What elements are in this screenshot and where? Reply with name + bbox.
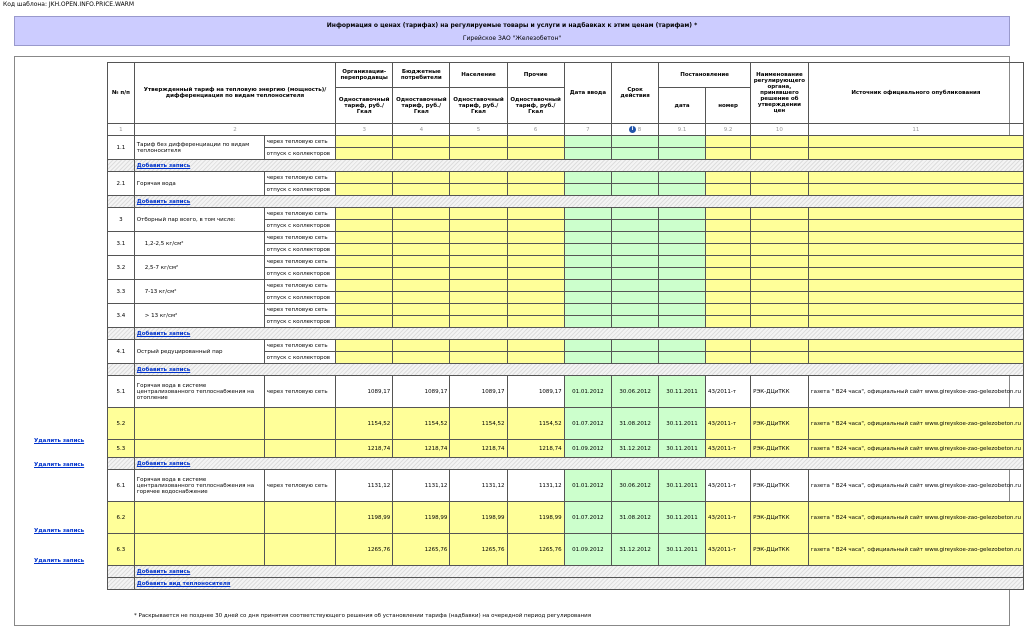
- input-cell[interactable]: [612, 292, 659, 304]
- input-cell[interactable]: [706, 232, 751, 244]
- tariff-budget[interactable]: 1154,52: [393, 408, 450, 440]
- tariff-resellers[interactable]: 1265,76: [336, 534, 393, 566]
- input-cell[interactable]: [808, 304, 1023, 316]
- input-cell[interactable]: [507, 136, 564, 148]
- publication-source[interactable]: газета " В24 часа", официальный сайт www.gireyskoe-zao-gelezobeton.ru: [808, 470, 1023, 502]
- collectors-label: отпуск с коллекторов: [264, 220, 335, 232]
- hdr-decree-num: номер: [706, 88, 751, 124]
- collectors-label: отпуск с коллекторов: [264, 316, 335, 328]
- input-cell[interactable]: [507, 316, 564, 328]
- input-cell[interactable]: [808, 172, 1023, 184]
- add-record-link[interactable]: Добавить запись: [136, 568, 191, 575]
- colnum-9-1: 9.1: [659, 124, 706, 136]
- input-cell[interactable]: [659, 172, 706, 184]
- delete-record-link[interactable]: Удалить запись: [34, 438, 85, 444]
- input-cell[interactable]: [659, 148, 706, 160]
- input-cell[interactable]: [507, 340, 564, 352]
- row-name: 1,2-2,5 кг/см²: [134, 232, 264, 256]
- colnum-1: 1: [108, 124, 135, 136]
- row-num: 5.2: [108, 408, 135, 440]
- hdr-tariff: Утвержденный тариф на тепловую энергию (мощность)/ дифференциация по видам теплоносителя: [134, 63, 335, 124]
- input-cell[interactable]: [450, 232, 507, 244]
- row-name: 2,5-7 кг/см²: [134, 256, 264, 280]
- input-cell[interactable]: [659, 244, 706, 256]
- hdr-num: № п/п: [108, 63, 135, 124]
- row-name: Горячая вода: [134, 172, 264, 196]
- input-cell[interactable]: [393, 280, 450, 292]
- input-cell[interactable]: [450, 184, 507, 196]
- tariff-other[interactable]: 1218,74: [507, 440, 564, 458]
- input-cell[interactable]: [450, 352, 507, 364]
- row-num: 6.3: [108, 534, 135, 566]
- colnum-6: 6: [507, 124, 564, 136]
- input-cell[interactable]: [706, 280, 751, 292]
- input-cell[interactable]: [450, 340, 507, 352]
- input-cell[interactable]: [450, 292, 507, 304]
- input-cell[interactable]: [706, 268, 751, 280]
- date-in[interactable]: 01.09.2012: [564, 534, 611, 566]
- input-cell[interactable]: [808, 292, 1023, 304]
- input-cell[interactable]: [808, 268, 1023, 280]
- decree-num[interactable]: 43/2011-т: [706, 408, 751, 440]
- via-network-label: через тепловую сеть: [264, 280, 335, 292]
- hdr-decree: Постановление: [659, 63, 751, 88]
- row-num: 3: [108, 208, 135, 232]
- input-cell[interactable]: [659, 304, 706, 316]
- colnum-11: 11: [808, 124, 1023, 136]
- colnum-3: 3: [336, 124, 393, 136]
- input-cell[interactable]: [393, 352, 450, 364]
- input-cell[interactable]: [706, 316, 751, 328]
- tariff-resellers[interactable]: 1218,74: [336, 440, 393, 458]
- input-cell[interactable]: [393, 316, 450, 328]
- regulator[interactable]: РЭК-ДЦиТКК: [751, 440, 809, 458]
- add-record-link[interactable]: Добавить запись: [136, 162, 191, 169]
- colnum-10: 10: [751, 124, 809, 136]
- decree-date[interactable]: 30.11.2011: [659, 534, 706, 566]
- tariff-other[interactable]: 1154,52: [507, 408, 564, 440]
- input-cell[interactable]: [450, 316, 507, 328]
- row-num: 6.2: [108, 502, 135, 534]
- add-record-link[interactable]: Добавить запись: [136, 366, 191, 373]
- input-cell[interactable]: [706, 244, 751, 256]
- input-cell[interactable]: [393, 304, 450, 316]
- date-in[interactable]: 01.07.2012: [564, 502, 611, 534]
- input-cell[interactable]: [808, 136, 1023, 148]
- publication-source[interactable]: газета " В24 часа", официальный сайт www.gireyskoe-zao-gelezobeton.ru: [808, 376, 1023, 408]
- input-cell[interactable]: [706, 172, 751, 184]
- input-cell[interactable]: [706, 352, 751, 364]
- regulator[interactable]: РЭК-ДЦиТКК: [751, 408, 809, 440]
- tariff-population[interactable]: 1265,76: [450, 534, 507, 566]
- delete-record-link[interactable]: Удалить запись: [34, 528, 85, 534]
- via-network-label: через тепловую сеть: [264, 232, 335, 244]
- input-cell[interactable]: [564, 316, 611, 328]
- input-cell[interactable]: [612, 304, 659, 316]
- input-cell[interactable]: [612, 184, 659, 196]
- input-cell[interactable]: [393, 292, 450, 304]
- input-cell[interactable]: [808, 352, 1023, 364]
- input-cell[interactable]: [751, 244, 809, 256]
- footnote: * Раскрывается не позднее 30 дней со дня принятия соответствующего решения об установлении тарифа (надбавки) на очередной период регулирования: [134, 613, 592, 619]
- decree-date[interactable]: 30.11.2011: [659, 502, 706, 534]
- input-cell[interactable]: [336, 256, 393, 268]
- input-cell[interactable]: [507, 292, 564, 304]
- via-network-label: через тепловую сеть: [264, 172, 335, 184]
- input-cell[interactable]: [393, 340, 450, 352]
- input-cell[interactable]: [751, 232, 809, 244]
- input-cell[interactable]: [564, 244, 611, 256]
- input-cell[interactable]: [507, 304, 564, 316]
- input-cell[interactable]: [564, 304, 611, 316]
- tariff-resellers[interactable]: 1131,12: [336, 470, 393, 502]
- input-cell[interactable]: [564, 292, 611, 304]
- input-cell[interactable]: [659, 136, 706, 148]
- info-banner: [14, 16, 1010, 46]
- decree-num[interactable]: 43/2011-т: [706, 534, 751, 566]
- collectors-label: отпуск с коллекторов: [264, 292, 335, 304]
- input-cell[interactable]: [450, 172, 507, 184]
- date-in[interactable]: 01.01.2012: [564, 470, 611, 502]
- row-name: Тариф без дифференциации по видам теплоносителя: [134, 136, 264, 160]
- colnum-9-2: 9.2: [706, 124, 751, 136]
- input-cell[interactable]: [706, 340, 751, 352]
- tariff-other[interactable]: 1265,76: [507, 534, 564, 566]
- row-name: Горячая вода в системе централизованного теплоснабжения на горячее водоснабжение: [134, 470, 264, 502]
- input-cell[interactable]: [706, 184, 751, 196]
- input-cell[interactable]: [336, 352, 393, 364]
- input-cell[interactable]: [564, 256, 611, 268]
- date-in[interactable]: 01.01.2012: [564, 376, 611, 408]
- input-cell[interactable]: [751, 316, 809, 328]
- input-cell[interactable]: [751, 184, 809, 196]
- collectors-label: отпуск с коллекторов: [264, 268, 335, 280]
- input-cell[interactable]: [507, 148, 564, 160]
- hdr-decree-date: дата: [659, 88, 706, 124]
- tariff-population[interactable]: 1198,99: [450, 502, 507, 534]
- input-cell[interactable]: [393, 148, 450, 160]
- input-cell[interactable]: [751, 172, 809, 184]
- hdr-other: Прочие: [507, 63, 564, 88]
- input-cell[interactable]: [808, 316, 1023, 328]
- row-name: 7-13 кг/см²: [134, 280, 264, 304]
- input-cell[interactable]: [450, 136, 507, 148]
- tariff-other[interactable]: 1198,99: [507, 502, 564, 534]
- input-cell[interactable]: [751, 292, 809, 304]
- publication-source[interactable]: газета " В24 часа", официальный сайт www.gireyskoe-zao-gelezobeton.ru: [808, 440, 1023, 458]
- tariff-budget[interactable]: 1131,12: [393, 470, 450, 502]
- input-cell[interactable]: [564, 148, 611, 160]
- hdr-budget: Бюджетные потребители: [393, 63, 450, 88]
- date-in[interactable]: 01.09.2012: [564, 440, 611, 458]
- input-cell[interactable]: [336, 148, 393, 160]
- input-cell[interactable]: [659, 352, 706, 364]
- colnum-2: 2: [134, 124, 335, 136]
- input-cell[interactable]: [336, 268, 393, 280]
- via-network-label: через тепловую сеть: [264, 340, 335, 352]
- input-cell[interactable]: [808, 340, 1023, 352]
- tariff-resellers[interactable]: 1154,52: [336, 408, 393, 440]
- validity[interactable]: 31.12.2012: [612, 440, 659, 458]
- input-cell[interactable]: [659, 340, 706, 352]
- collectors-label: отпуск с коллекторов: [264, 148, 335, 160]
- tariff-resellers[interactable]: 1089,17: [336, 376, 393, 408]
- tariff-population[interactable]: 1089,17: [450, 376, 507, 408]
- input-cell[interactable]: [336, 172, 393, 184]
- publication-source[interactable]: газета " В24 часа", официальный сайт www.gireyskoe-zao-gelezobeton.ru: [808, 534, 1023, 566]
- input-cell[interactable]: [507, 268, 564, 280]
- input-cell[interactable]: [393, 172, 450, 184]
- input-cell[interactable]: [612, 340, 659, 352]
- tariff-other[interactable]: 1089,17: [507, 376, 564, 408]
- input-cell[interactable]: [507, 232, 564, 244]
- publication-source[interactable]: газета " В24 часа", официальный сайт www.gireyskoe-zao-gelezobeton.ru: [808, 408, 1023, 440]
- input-cell[interactable]: [751, 136, 809, 148]
- input-cell[interactable]: [706, 292, 751, 304]
- input-cell[interactable]: [706, 304, 751, 316]
- input-cell[interactable]: [659, 232, 706, 244]
- input-cell[interactable]: [808, 184, 1023, 196]
- input-cell[interactable]: [751, 280, 809, 292]
- row-name: > 13 кг/см²: [134, 304, 264, 328]
- input-cell[interactable]: [336, 292, 393, 304]
- input-cell[interactable]: [706, 148, 751, 160]
- decree-date[interactable]: 30.11.2011: [659, 376, 706, 408]
- input-cell[interactable]: [659, 316, 706, 328]
- via-network-label: через тепловую сеть: [264, 376, 335, 408]
- hdr-population: Население: [450, 63, 507, 88]
- input-cell[interactable]: [393, 268, 450, 280]
- via-network-label: через тепловую сеть: [264, 304, 335, 316]
- hdr-regulator: Наименование регулирующего органа, принявшего решение об утверждении цен: [751, 63, 809, 124]
- decree-num[interactable]: 43/2011-т: [706, 502, 751, 534]
- input-cell[interactable]: [612, 172, 659, 184]
- row-num: 5.1: [108, 376, 135, 408]
- input-cell[interactable]: [659, 256, 706, 268]
- input-cell[interactable]: [507, 352, 564, 364]
- input-cell[interactable]: [612, 244, 659, 256]
- input-cell[interactable]: [450, 304, 507, 316]
- add-carrier-link[interactable]: Добавить вид теплоносителя: [136, 580, 231, 587]
- row-num: 3.2: [108, 256, 135, 280]
- collectors-label: отпуск с коллекторов: [264, 184, 335, 196]
- input-cell[interactable]: [612, 352, 659, 364]
- banner-title: Информация о ценах (тарифах) на регулируемые товары и услуги и надбавках к этим ценам (тарифам) *: [326, 22, 698, 29]
- row-num: 4.1: [108, 340, 135, 364]
- tariff-resellers[interactable]: 1198,99: [336, 502, 393, 534]
- collectors-label: отпуск с коллекторов: [264, 352, 335, 364]
- validity[interactable]: 31.12.2012: [612, 534, 659, 566]
- input-cell[interactable]: [564, 136, 611, 148]
- tariff-budget[interactable]: 1089,17: [393, 376, 450, 408]
- hdr-source: Источник официального опубликования: [808, 63, 1023, 124]
- decree-num[interactable]: 43/2011-т: [706, 376, 751, 408]
- input-cell[interactable]: [751, 148, 809, 160]
- input-cell[interactable]: [336, 232, 393, 244]
- validity[interactable]: 31.08.2012: [612, 408, 659, 440]
- regulator[interactable]: РЭК-ДЦиТКК: [751, 470, 809, 502]
- decree-date[interactable]: 30.11.2011: [659, 408, 706, 440]
- input-cell[interactable]: [393, 244, 450, 256]
- row-num: 6.1: [108, 470, 135, 502]
- validity[interactable]: 31.08.2012: [612, 502, 659, 534]
- tariff-population[interactable]: 1131,12: [450, 470, 507, 502]
- via-network-label: через тепловую сеть: [264, 208, 335, 220]
- input-cell[interactable]: [751, 268, 809, 280]
- input-cell[interactable]: [751, 304, 809, 316]
- hdr-validity: Срок действия: [612, 63, 659, 124]
- input-cell[interactable]: [564, 340, 611, 352]
- date-in[interactable]: 01.07.2012: [564, 408, 611, 440]
- decree-num[interactable]: 43/2011-т: [706, 440, 751, 458]
- add-record-link[interactable]: Добавить запись: [136, 460, 191, 467]
- banner-org: Гирейское ЗАО "Железобетон": [462, 35, 562, 42]
- input-cell[interactable]: [336, 280, 393, 292]
- row-num: 2.1: [108, 172, 135, 196]
- regulator[interactable]: РЭК-ДЦиТКК: [751, 502, 809, 534]
- delete-record-link[interactable]: Удалить запись: [34, 558, 85, 564]
- decree-num[interactable]: 43/2011-т: [706, 470, 751, 502]
- input-cell[interactable]: [450, 148, 507, 160]
- delete-record-link[interactable]: Удалить запись: [34, 462, 85, 468]
- tariff-other[interactable]: 1131,12: [507, 470, 564, 502]
- regulator[interactable]: РЭК-ДЦиТКК: [751, 534, 809, 566]
- row-name: Горячая вода в системе централизованного теплоснабжения на отопление: [134, 376, 264, 408]
- row-num: 1.1: [108, 136, 135, 160]
- input-cell[interactable]: [507, 256, 564, 268]
- tariff-budget[interactable]: 1198,99: [393, 502, 450, 534]
- input-cell[interactable]: [507, 184, 564, 196]
- row-name: Острый редуцированный пар: [134, 340, 264, 364]
- decree-date[interactable]: 30.11.2011: [659, 440, 706, 458]
- input-cell[interactable]: [612, 256, 659, 268]
- colnum-7: 7: [564, 124, 611, 136]
- hdr-single-rate-4: Одноставочный тариф, руб./Гкал: [507, 88, 564, 124]
- add-record-link[interactable]: Добавить запись: [136, 330, 191, 337]
- input-cell[interactable]: [450, 268, 507, 280]
- row-num: 3.3: [108, 280, 135, 304]
- row-name: Отборный пар всего, в том числе:: [134, 208, 264, 232]
- validity[interactable]: 30.06.2012: [612, 470, 659, 502]
- via-network-label: через тепловую сеть: [264, 136, 335, 148]
- input-cell[interactable]: [612, 268, 659, 280]
- input-cell[interactable]: [808, 148, 1023, 160]
- input-cell[interactable]: [659, 184, 706, 196]
- input-cell[interactable]: [612, 148, 659, 160]
- input-cell[interactable]: [808, 244, 1023, 256]
- input-cell[interactable]: [659, 280, 706, 292]
- colnum-5: 5: [450, 124, 507, 136]
- tariff-population[interactable]: 1218,74: [450, 440, 507, 458]
- row-num: 5.3: [108, 440, 135, 458]
- input-cell[interactable]: [393, 136, 450, 148]
- input-cell[interactable]: [564, 184, 611, 196]
- decree-date[interactable]: 30.11.2011: [659, 470, 706, 502]
- input-cell[interactable]: [336, 136, 393, 148]
- input-cell[interactable]: [751, 256, 809, 268]
- collectors-label: отпуск с коллекторов: [264, 244, 335, 256]
- input-cell[interactable]: [564, 280, 611, 292]
- input-cell[interactable]: [612, 280, 659, 292]
- add-record-link[interactable]: Добавить запись: [136, 198, 191, 205]
- input-cell[interactable]: [507, 244, 564, 256]
- input-cell[interactable]: [564, 172, 611, 184]
- input-cell[interactable]: [450, 280, 507, 292]
- input-cell[interactable]: [336, 184, 393, 196]
- template-code: Код шаблона: JKH.OPEN.INFO.PRICE.WARM: [3, 1, 135, 8]
- tariff-budget[interactable]: 1218,74: [393, 440, 450, 458]
- input-cell[interactable]: [564, 352, 611, 364]
- hdr-single-rate-1: Одноставочный тариф, руб./Гкал: [336, 88, 393, 124]
- hdr-single-rate-3: Одноставочный тариф, руб./Гкал: [450, 88, 507, 124]
- input-cell[interactable]: [659, 292, 706, 304]
- tariff-table: [107, 62, 1024, 590]
- hdr-resellers: Организации-перепродавцы: [336, 63, 393, 88]
- hdr-single-rate-2: Одноставочный тариф, руб./Гкал: [393, 88, 450, 124]
- input-cell[interactable]: [336, 304, 393, 316]
- input-cell[interactable]: [706, 256, 751, 268]
- row-num: 3.1: [108, 232, 135, 256]
- input-cell[interactable]: [450, 256, 507, 268]
- row-num: 3.4: [108, 304, 135, 328]
- info-icon[interactable]: i: [629, 126, 636, 133]
- input-cell[interactable]: [336, 340, 393, 352]
- publication-source[interactable]: газета " В24 часа", официальный сайт www.gireyskoe-zao-gelezobeton.ru: [808, 502, 1023, 534]
- input-cell[interactable]: [706, 136, 751, 148]
- input-cell[interactable]: [393, 184, 450, 196]
- via-network-label: через тепловую сеть: [264, 256, 335, 268]
- input-cell[interactable]: [564, 268, 611, 280]
- colnum-4: 4: [393, 124, 450, 136]
- input-cell[interactable]: [336, 316, 393, 328]
- input-cell[interactable]: [612, 136, 659, 148]
- input-cell[interactable]: [564, 232, 611, 244]
- input-cell[interactable]: [393, 232, 450, 244]
- input-cell[interactable]: [507, 280, 564, 292]
- colnum-8: 8: [637, 127, 642, 133]
- input-cell[interactable]: [612, 316, 659, 328]
- input-cell[interactable]: [450, 244, 507, 256]
- input-cell[interactable]: [612, 232, 659, 244]
- tariff-population[interactable]: 1154,52: [450, 408, 507, 440]
- input-cell[interactable]: [659, 268, 706, 280]
- tariff-budget[interactable]: 1265,76: [393, 534, 450, 566]
- input-cell[interactable]: [808, 280, 1023, 292]
- input-cell[interactable]: [751, 352, 809, 364]
- input-cell[interactable]: [336, 244, 393, 256]
- input-cell[interactable]: [808, 256, 1023, 268]
- regulator[interactable]: РЭК-ДЦиТКК: [751, 376, 809, 408]
- input-cell[interactable]: [808, 232, 1023, 244]
- input-cell[interactable]: [751, 340, 809, 352]
- validity[interactable]: 30.06.2012: [612, 376, 659, 408]
- hdr-date-in: Дата ввода: [564, 63, 611, 124]
- input-cell[interactable]: [507, 172, 564, 184]
- input-cell[interactable]: [393, 256, 450, 268]
- via-network-label: через тепловую сеть: [264, 470, 335, 502]
